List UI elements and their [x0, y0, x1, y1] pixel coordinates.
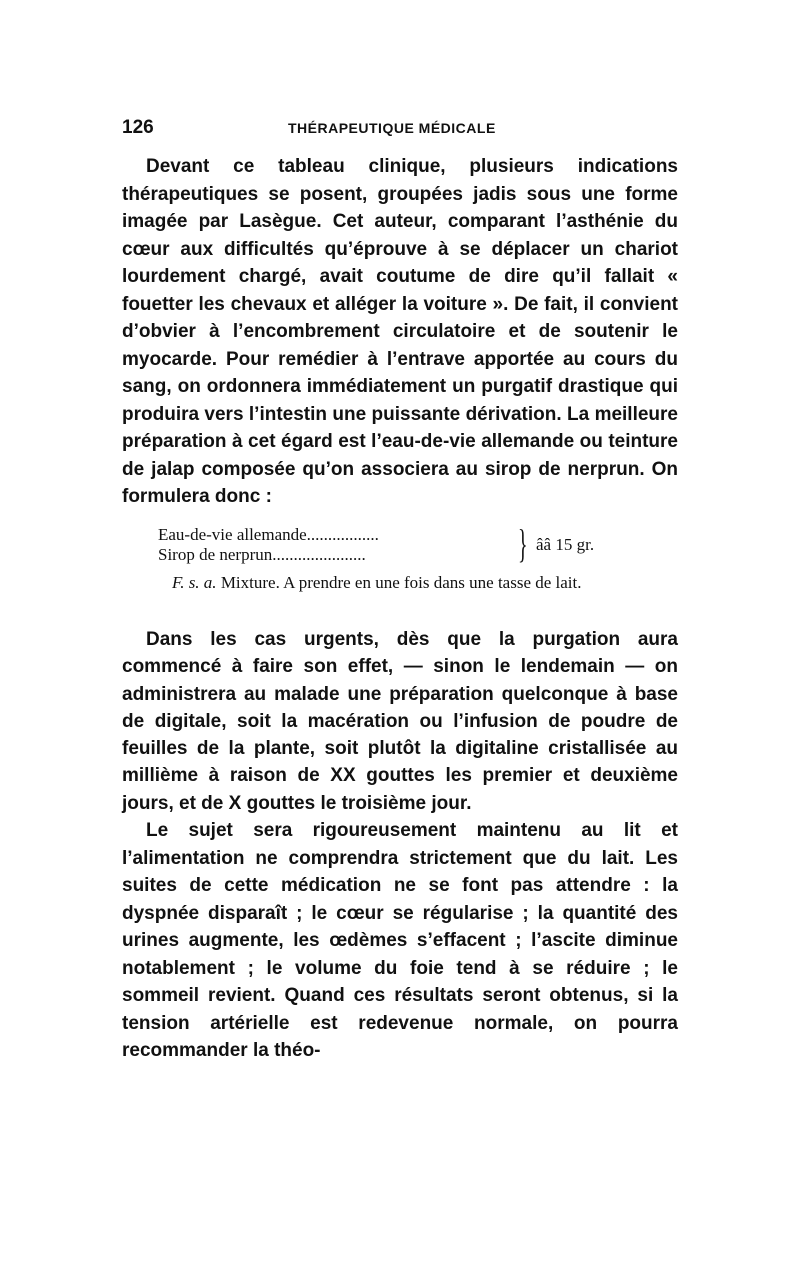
prescription-formula — [158, 521, 678, 566]
formula-note — [122, 572, 678, 594]
paragraph-1: Devant ce tableau clinique, plusieurs indications thérapeutiques se posent, groupées jadis sous une forme imagée par Lasègue. Cet auteur, comparant l’asthénie du cœur aux difficultés qu’éprouve à se déplacer un chariot lourdement chargé, avait coutume de dire qu’il fallait « fouetter les chevaux et alléger la voiture ». De fait, il convient d’obvier à l’encombrement circulatoire et de soutenir le myocarde. Pour remédier à l’entrave apportée au cours du sang, on ordonnera immédiatement un purgatif drastique qui produira vers l’intestin une puissante dérivation. La meilleure préparation à cet égard est l’eau-de-vie allemande ou teinture de jalap composée qu’on associera au sirop de nerprun. On formulera donc : — [122, 156, 678, 507]
running-title: THÉRAPEUTIQUE MÉDICALE — [288, 120, 496, 136]
formula-ingredient-1: Eau-de-vie allemande................. — [158, 525, 379, 544]
brace-symbol: } — [518, 521, 528, 566]
page-number: 126 — [122, 117, 154, 138]
paragraph-3: Le sujet sera rigoureusement maintenu au lit et l’alimentation ne comprendra strictement que du lait. Les suites de cette médication ne se font pas attendre : la dyspnée disparaît ; le cœur se régularise ; la quantité des urines augmente, les œdèmes s’effacent ; l’ascite diminue notablement ; le volume du foie tend à se réduire ; le sommeil revient. Quand ces résultats seront obtenus, si la tension artérielle est redevenue normale, on pourra recommander la théo- — [122, 820, 678, 1061]
formula-note-abbr: F. s. a. — [172, 573, 217, 592]
formula-ingredient-2: Sirop de nerprun...................... — [158, 545, 366, 564]
page-header — [122, 117, 678, 141]
formula-dose: ââ 15 gr. — [536, 535, 595, 554]
paragraph-2: Dans les cas urgents, dès que la purgation aura commencé à faire son effet, — sinon le lendemain — on administrera au malade une préparation quelconque à base de digitale, soit la macération ou l’infusion de poudre de feuilles de la plante, soit plutôt la digitaline cristallisée au millième à raison de XX gouttes les premier et deuxième jours, et de X gouttes le troisième jour. — [122, 629, 678, 814]
formula-note-text: Mixture. A prendre en une fois dans une tasse de lait. — [216, 573, 582, 592]
